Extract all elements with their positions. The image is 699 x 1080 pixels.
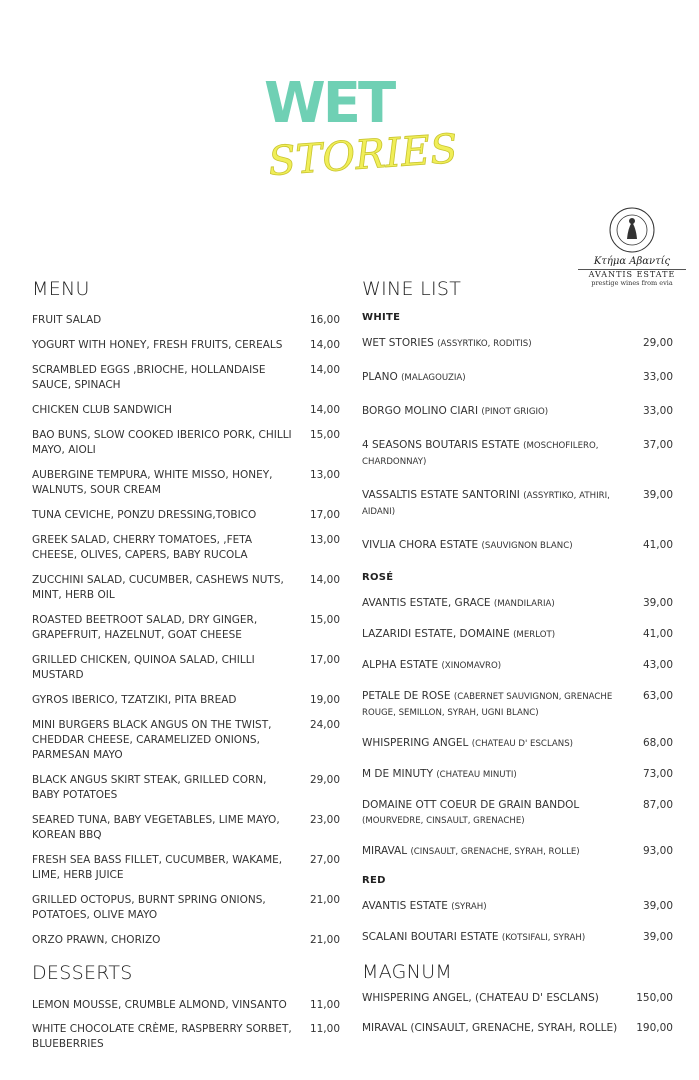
rose-wine-item	[362, 689, 673, 721]
white-wine-list	[362, 336, 673, 554]
rose-wine-item-title: M DE MINUTY	[362, 768, 433, 780]
rose-wine-item-detail: (MANDILARIA)	[493, 599, 555, 609]
rose-wine-item-title: AVANTIS ESTATE, GRACE	[362, 597, 491, 609]
white-wine-item	[362, 438, 673, 470]
red-wine-item-name	[362, 899, 627, 915]
white-wine-item-price: 33,00	[642, 371, 673, 383]
menu-item	[32, 363, 340, 393]
menu-item-price: 24,00	[309, 719, 340, 731]
dessert-list	[32, 998, 340, 1052]
magnum-item-price: 190,00	[636, 1022, 673, 1034]
menu-item-price: 13,00	[309, 469, 340, 481]
menu-item-title: GREEK SALAD, CHERRY TOMATOES, ,FETA CHEESE, OLIVES, CAPERS, BABY RUCOLA	[32, 534, 253, 561]
rose-wine-item-price: 43,00	[642, 659, 673, 671]
menu-item	[32, 693, 340, 708]
menu-item-name	[32, 428, 294, 458]
rose-wine-item-price: 63,00	[642, 690, 673, 702]
white-wine-item-price: 39,00	[642, 489, 673, 501]
white-wine-item	[362, 336, 673, 352]
red-wine-item-price: 39,00	[642, 900, 673, 912]
rose-wine-item-detail: (CHATEAU MINUTI)	[436, 770, 517, 780]
white-wine-item-detail: (ASSYRTIKO, ATHIRI, AIDANI)	[362, 491, 610, 517]
white-wine-item-name	[362, 336, 632, 352]
estate-seal-icon	[608, 206, 656, 254]
logo-stories-text: STORIES	[266, 125, 460, 186]
menu-item-price: 23,00	[309, 814, 340, 826]
menu-item	[32, 718, 340, 763]
menu-item-title: TUNA CEVICHE, PONZU DRESSING,TOBICO	[32, 509, 257, 521]
rose-wine-item-detail: (MOURVEDRE, CINSAULT, GRENACHE)	[362, 816, 525, 826]
rose-wine-item-price: 41,00	[642, 628, 673, 640]
logo-wet-text: WET	[264, 71, 394, 136]
red-wine-item-title: AVANTIS ESTATE	[362, 900, 448, 912]
rose-wine-item-price: 68,00	[642, 737, 673, 749]
white-wine-item	[362, 488, 673, 520]
menu-item-price: 21,00	[309, 894, 340, 906]
menu-item-name	[32, 533, 294, 563]
menu-item	[32, 653, 340, 683]
menu-item-price: 14,00	[309, 339, 340, 351]
menu-item-name	[32, 718, 294, 763]
white-wine-item-title: PLANO	[362, 371, 398, 383]
rose-wine-item-detail: (CABERNET SAUVIGNON, GRENACHE ROUGE, SEMILLON, SYRAH, UGNI BLANC)	[362, 692, 613, 718]
menu-item-name	[32, 468, 294, 498]
menu-item	[32, 533, 340, 563]
magnum-item	[362, 991, 673, 1006]
white-wine-item-title: BORGO MOLINO CIARI	[362, 405, 479, 417]
rose-wine-item-title: LAZARIDI ESTATE, DOMAINE	[362, 628, 510, 640]
dessert-item-title: WHITE CHOCOLATE CRÈME, RASPBERRY SORBET, BLUEBERRIES	[32, 1023, 292, 1050]
red-wine-list	[362, 899, 673, 946]
menu-item-title: ROASTED BEETROOT SALAD, DRY GINGER, GRAPEFRUIT, HAZELNUT, GOAT CHEESE	[32, 614, 258, 641]
white-wine-item-name	[362, 370, 632, 386]
magnum-item	[362, 1021, 673, 1036]
menu-item-price: 14,00	[309, 574, 340, 586]
menu-item-title: GRILLED CHICKEN, QUINOA SALAD, CHILLI MUSTARD	[32, 654, 255, 681]
menu-item-price: 19,00	[309, 694, 340, 706]
menu-item-name	[32, 653, 294, 683]
red-wine-item-detail: (KOTSIFALI, SYRAH)	[501, 933, 586, 943]
red-wine-item-name	[362, 930, 627, 946]
menu-item-title: SCRAMBLED EGGS ,BRIOCHE, HOLLANDAISE SAUCE, SPINACH	[32, 364, 266, 391]
wet-stories-logo	[262, 71, 460, 186]
white-wine-item-title: 4 SEASONS BOUTARIS ESTATE	[362, 439, 520, 451]
rose-wine-item-detail: (CHATEAU D' ESCLANS)	[471, 739, 574, 749]
magnum-item-price: 150,00	[636, 992, 673, 1004]
rose-wine-item-name	[362, 798, 627, 829]
menu-item-price: 14,00	[309, 364, 340, 376]
red-wine-item-title: SCALANI BOUTARI ESTATE	[362, 931, 499, 943]
white-wine-item-title: VIVLIA CHORA ESTATE	[362, 539, 479, 551]
red-section-label: RED	[362, 875, 386, 886]
white-wine-item-detail: (ASSYRTIKO, RODITIS)	[437, 339, 532, 349]
menu-item-price: 14,00	[309, 404, 340, 416]
menu-item-name	[32, 613, 294, 643]
menu-item-name	[32, 313, 294, 328]
rose-wine-item	[362, 596, 673, 612]
menu-heading: MENU	[32, 278, 90, 300]
magnum-item-title: WHISPERING ANGEL, (CHATEAU D' ESCLANS)	[362, 992, 599, 1004]
rose-wine-item-name	[362, 736, 627, 752]
menu-item-title: FRESH SEA BASS FILLET, CUCUMBER, WAKAME, LIME, HERB JUICE	[32, 854, 283, 881]
white-wine-item	[362, 370, 673, 386]
rose-wine-item-title: WHISPERING ANGEL	[362, 737, 469, 749]
menu-item	[32, 773, 340, 803]
menu-item-price: 29,00	[309, 774, 340, 786]
menu-item-title: CHICKEN CLUB SANDWICH	[32, 404, 172, 416]
menu-item	[32, 613, 340, 643]
magnum-item-name	[362, 1021, 627, 1036]
dessert-item-name	[32, 998, 294, 1013]
rose-section-label: ROSÉ	[362, 572, 394, 583]
menu-item	[32, 428, 340, 458]
rose-wine-item-price: 39,00	[642, 597, 673, 609]
rose-wine-item	[362, 844, 673, 860]
menu-item	[32, 508, 340, 523]
menu-item-name	[32, 403, 294, 418]
menu-item-name	[32, 573, 294, 603]
menu-item-price: 15,00	[309, 429, 340, 441]
rose-wine-item-name	[362, 627, 627, 643]
menu-item	[32, 338, 340, 353]
rose-wine-item-detail: (MERLOT)	[513, 630, 556, 640]
menu-item-title: MINI BURGERS BLACK ANGUS ON THE TWIST, CHEDDAR CHEESE, CARAMELIZED ONIONS, PARMESAN MAYO	[32, 719, 272, 761]
menu-item-price: 27,00	[309, 854, 340, 866]
wine-list-heading: WINE LIST	[362, 278, 462, 300]
menu-item	[32, 893, 340, 923]
rose-wine-item-name	[362, 596, 627, 612]
menu-item-name	[32, 773, 294, 803]
white-wine-item-title: VASSALTIS ESTATE SANTORINI	[362, 489, 520, 501]
menu-item-price: 16,00	[309, 314, 340, 326]
magnum-item-title: MIRAVAL (CINSAULT, GRENACHE, SYRAH, ROLLE)	[362, 1022, 618, 1034]
white-wine-item-price: 29,00	[642, 337, 673, 349]
menu-item-title: FRUIT SALAD	[32, 314, 102, 326]
rose-wine-item-price: 87,00	[642, 799, 673, 811]
menu-item-name	[32, 853, 294, 883]
rose-wine-item-detail: (CINSAULT, GRENACHE, SYRAH, ROLLE)	[410, 847, 580, 857]
rose-wine-item-name	[362, 767, 627, 783]
rose-wine-list	[362, 596, 673, 860]
menu-item-title: BAO BUNS, SLOW COOKED IBERICO PORK, CHILLI MAYO, AIOLI	[32, 429, 292, 456]
rose-wine-item-detail: (XINOMAVRO)	[441, 661, 502, 671]
white-wine-item-name	[362, 538, 632, 554]
white-section-label: WHITE	[362, 312, 401, 323]
rose-wine-item-price: 73,00	[642, 768, 673, 780]
white-wine-item-detail: (SAUVIGNON BLANC)	[481, 541, 573, 551]
rose-wine-item	[362, 767, 673, 783]
magnum-item-name	[362, 991, 627, 1006]
dessert-item-title: LEMON MOUSSE, CRUMBLE ALMOND, VINSANTO	[32, 999, 287, 1011]
rose-wine-item-price: 93,00	[642, 845, 673, 857]
menu-item-title: SEARED TUNA, BABY VEGETABLES, LIME MAYO, KOREAN BBQ	[32, 814, 280, 841]
menu-item	[32, 403, 340, 418]
red-wine-item	[362, 930, 673, 946]
rose-wine-item	[362, 627, 673, 643]
white-wine-item-detail: (MALAGOUZIA)	[401, 373, 466, 383]
menu-item	[32, 573, 340, 603]
menu-item-price: 17,00	[309, 509, 340, 521]
menu-item	[32, 468, 340, 498]
menu-item	[32, 313, 340, 328]
menu-item	[32, 813, 340, 843]
menu-item-name	[32, 338, 294, 353]
magnum-list	[362, 991, 673, 1036]
white-wine-item-price: 37,00	[642, 439, 673, 451]
wine-column	[362, 278, 673, 1051]
red-wine-item-price: 39,00	[642, 931, 673, 943]
dessert-item	[32, 998, 340, 1013]
menu-list	[32, 313, 340, 948]
dessert-item-price: 11,00	[309, 999, 340, 1011]
menu-item-name	[32, 693, 294, 708]
white-wine-item-name	[362, 488, 632, 520]
rose-wine-item-title: PETALE DE ROSE	[362, 690, 451, 702]
menu-item-title: ORZO PRAWN, CHORIZO	[32, 934, 161, 946]
white-wine-item	[362, 404, 673, 420]
rose-wine-item-title: DOMAINE OTT COEUR DE GRAIN BANDOL	[362, 799, 580, 811]
menu-column	[32, 278, 340, 1061]
estate-name: AVANTIS ESTATE	[588, 270, 676, 279]
white-wine-item-detail: (PINOT GRIGIO)	[481, 407, 549, 417]
menu-item-name	[32, 893, 294, 923]
menu-item-title: YOGURT WITH HONEY, FRESH FRUITS, CEREALS	[32, 339, 283, 351]
white-wine-item	[362, 538, 673, 554]
magnum-heading: MAGNUM	[362, 961, 453, 983]
menu-item-price: 13,00	[309, 534, 340, 546]
estate-tagline: prestige wines from evia	[591, 279, 673, 287]
rose-wine-item-name	[362, 658, 627, 674]
rose-wine-item-title: MIRAVAL	[362, 845, 408, 857]
rose-wine-item	[362, 736, 673, 752]
white-wine-item-detail: (MOSCHOFILERO, CHARDONNAY)	[362, 441, 599, 467]
dessert-item	[32, 1022, 340, 1052]
rose-wine-item	[362, 658, 673, 674]
red-wine-item	[362, 899, 673, 915]
white-wine-item-name	[362, 438, 632, 470]
menu-item-price: 15,00	[309, 614, 340, 626]
menu-item-name	[32, 363, 294, 393]
menu-item-price: 17,00	[309, 654, 340, 666]
rose-wine-item-title: ALPHA ESTATE	[362, 659, 439, 671]
estate-greek-name: Κτήμα Αβαντίς	[593, 256, 671, 267]
menu-item-title: GYROS IBERICO, TZATZIKI, PITA BREAD	[32, 694, 237, 706]
menu-item	[32, 933, 340, 948]
rose-wine-item-name	[362, 689, 627, 721]
menu-item-title: ZUCCHINI SALAD, CUCUMBER, CASHEWS NUTS, MINT, HERB OIL	[32, 574, 284, 601]
red-wine-item-detail: (SYRAH)	[451, 902, 487, 912]
menu-item-name	[32, 813, 294, 843]
menu-item-title: BLACK ANGUS SKIRT STEAK, GRILLED CORN, BABY POTATOES	[32, 774, 267, 801]
menu-item-title: AUBERGINE TEMPURA, WHITE MISSO, HONEY, WALNUTS, SOUR CREAM	[32, 469, 273, 496]
white-wine-item-name	[362, 404, 632, 420]
menu-item-title: GRILLED OCTOPUS, BURNT SPRING ONIONS, POTATOES, OLIVE MAYO	[32, 894, 266, 921]
dessert-item-name	[32, 1022, 294, 1052]
menu-item-price: 21,00	[309, 934, 340, 946]
rose-wine-item-name	[362, 844, 627, 860]
white-wine-item-price: 41,00	[642, 539, 673, 551]
menu-item-name	[32, 933, 294, 948]
dessert-item-price: 11,00	[309, 1023, 340, 1035]
rose-wine-item	[362, 798, 673, 829]
desserts-heading: DESSERTS	[32, 962, 133, 984]
wet-stories-logo-graphic	[262, 71, 460, 186]
menu-item	[32, 853, 340, 883]
white-wine-item-title: WET STORIES	[362, 337, 434, 349]
menu-item-name	[32, 508, 294, 523]
white-wine-item-price: 33,00	[642, 405, 673, 417]
